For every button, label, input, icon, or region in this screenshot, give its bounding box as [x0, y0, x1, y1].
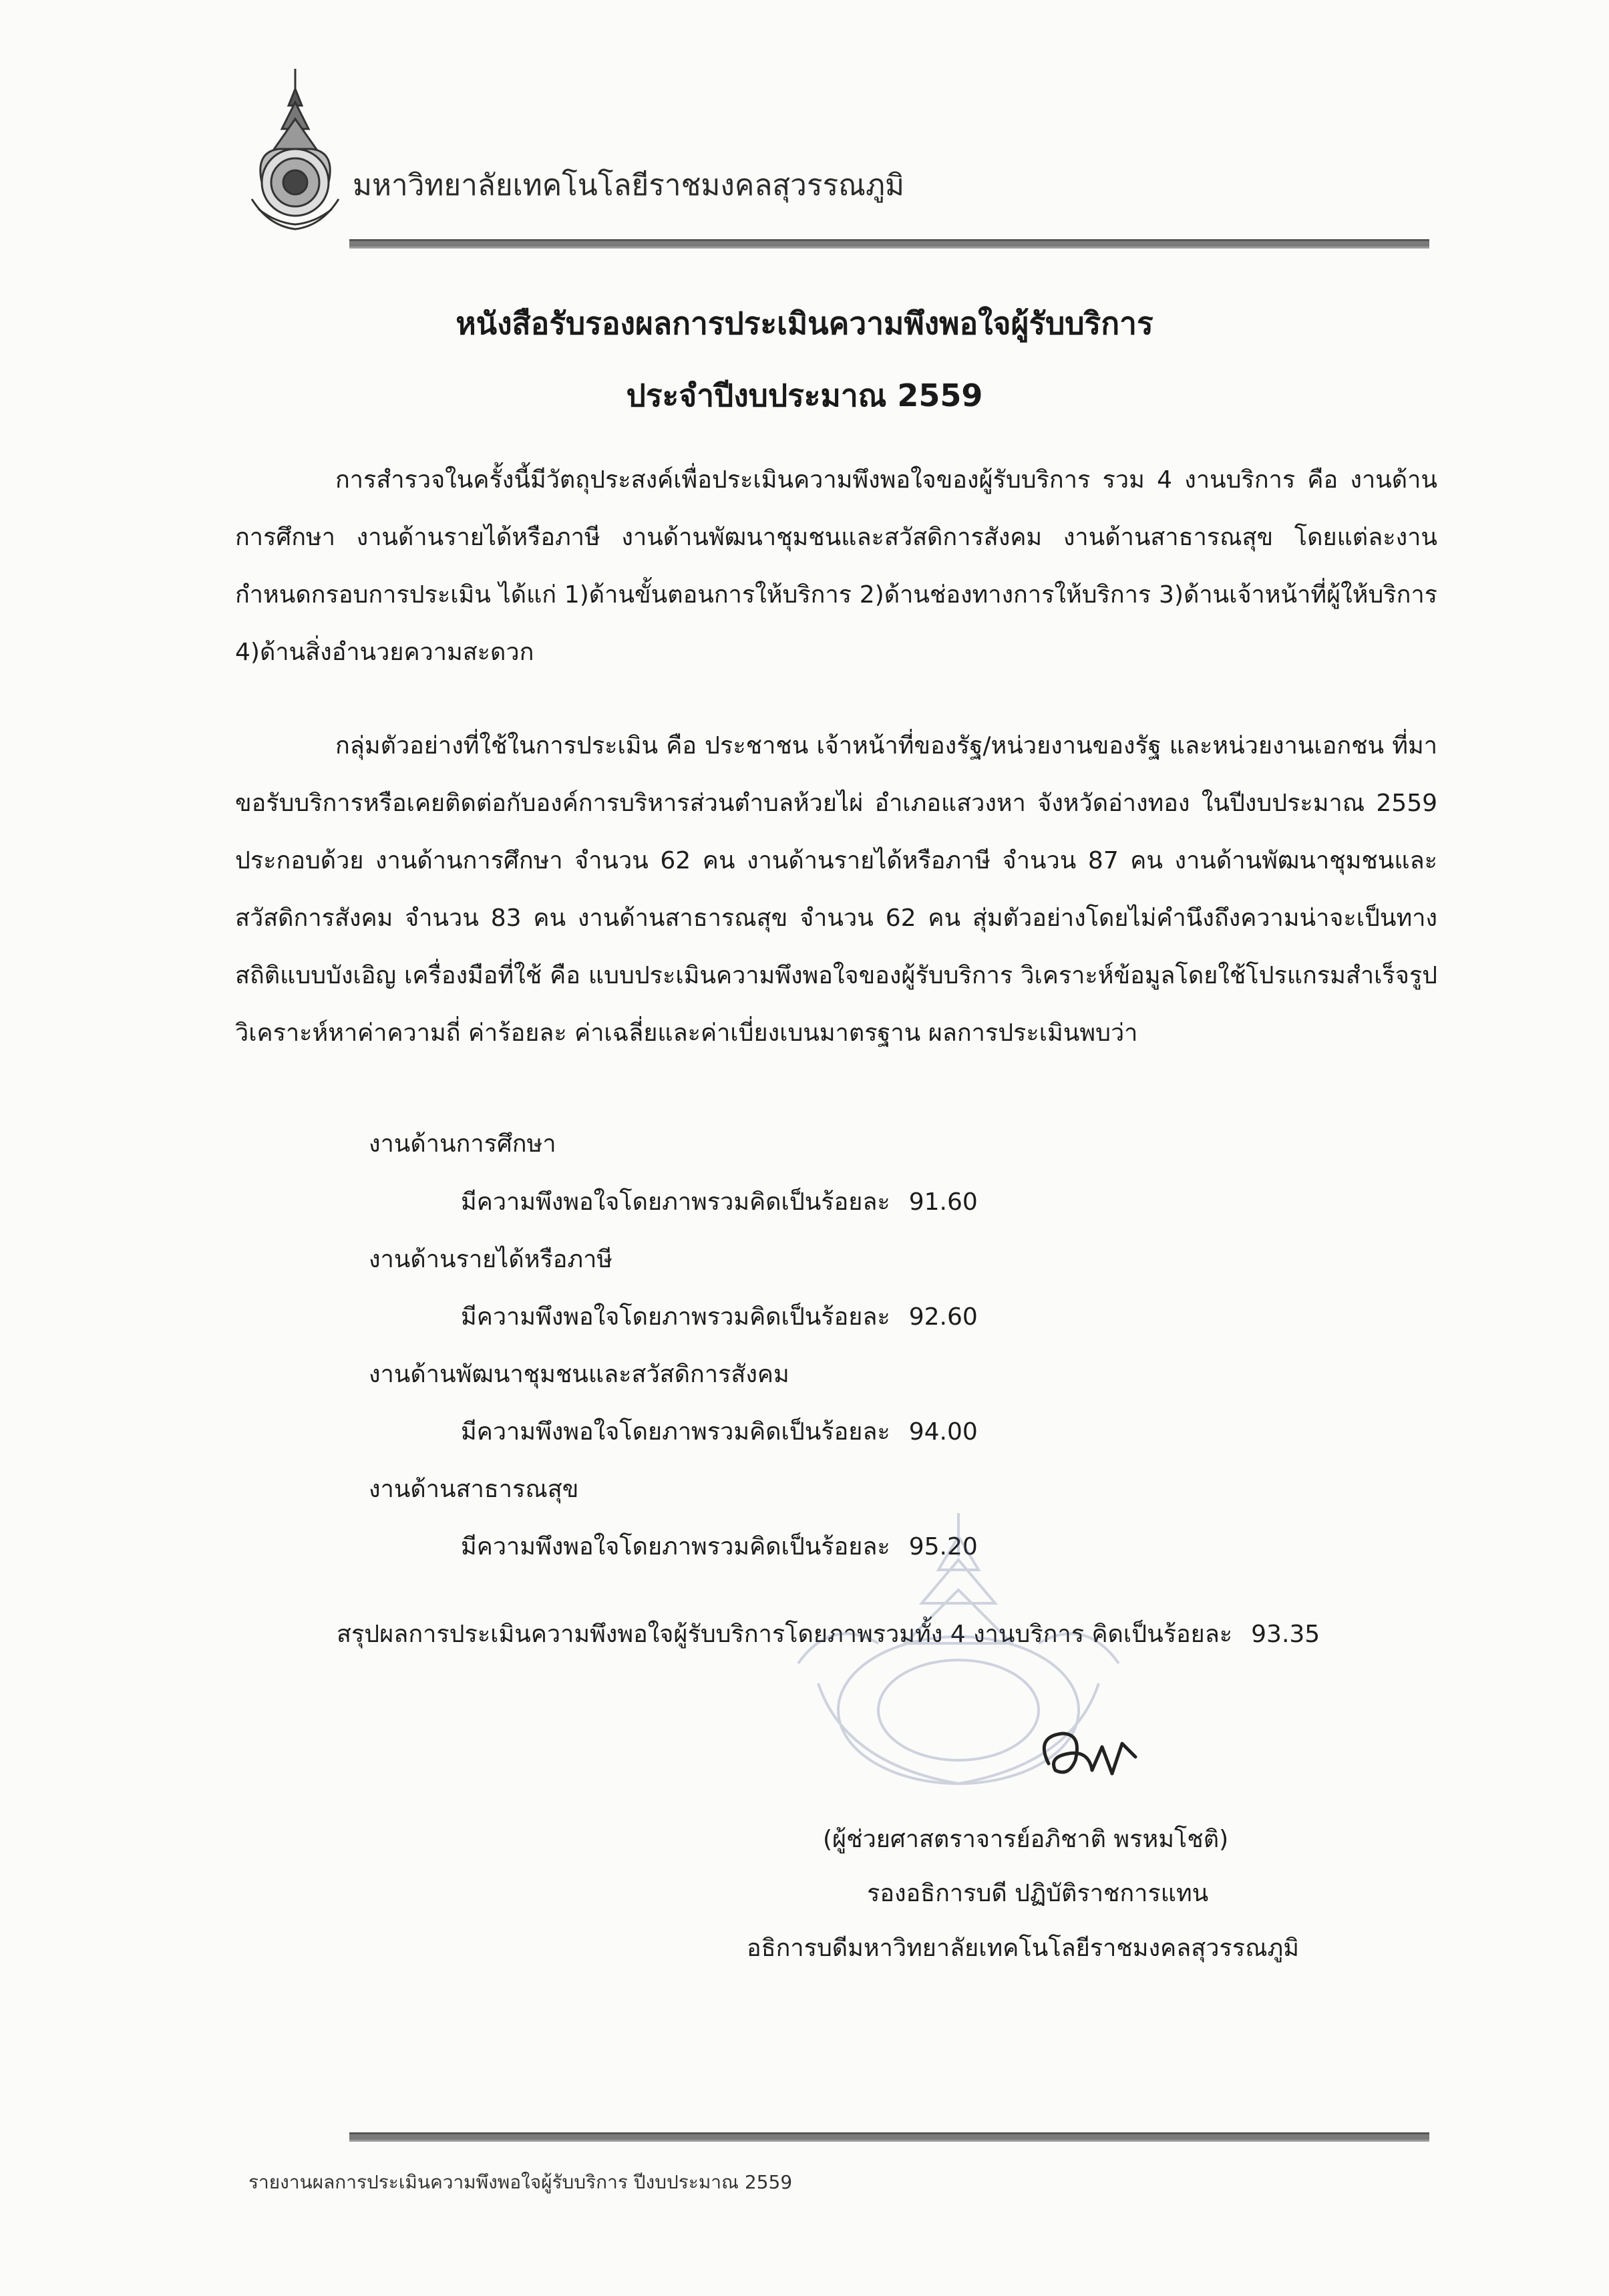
result-satisfaction	[461, 1297, 978, 1335]
satisfaction-label: มีความพึงพอใจโดยภาพรวมคิดเป็นร้อยละ	[461, 1188, 890, 1216]
university-crest-icon	[242, 65, 349, 232]
sample-paragraph	[235, 717, 1437, 1062]
footer-text: รายงานผลการประเมินความพึงพอใจผู้รับบริการ ปีงบประมาณ 2559	[248, 2171, 793, 2193]
document-title: หนังสือรับรองผลการประเมินความพึงพอใจผู้รับบริการ	[456, 305, 1153, 341]
result-service-name: งานด้านสาธารณสุข	[369, 1476, 579, 1503]
result-satisfaction	[461, 1182, 978, 1220]
objective-paragraph	[235, 452, 1437, 681]
satisfaction-label: มีความพึงพอใจโดยภาพรวมคิดเป็นร้อยละ	[461, 1533, 890, 1561]
document-subtitle: ประจำปีงบประมาณ 2559	[626, 377, 983, 414]
sample-text: กลุ่มตัวอย่างที่ใช้ในการประเมิน คือ ประชาชน เจ้าหน้าที่ของรัฐ/หน่วยงานของรัฐ และหน่วยงานเอกชน ที่มาขอรับบริการหรือเคยติดต่อกับองค์การบริหารส่วนตำบลห้วยไผ่ อำเภอแสวงหา จังหวัดอ่างทอง ในปีงบประมาณ 2559 ประกอบด้วย งานด้านการศึกษา จำนวน 62 คน งานด้านรายได้หรือภาษี จำนวน 87 คน งานด้านพัฒนาชุมชนและสวัสดิการสังคม จำนวน 83 คน งานด้านสาธารณสุข จำนวน 62 คน สุ่มตัวอย่างโดยไม่คำนึงถึงความน่าจะเป็นทางสถิติแบบบังเอิญ เครื่องมือที่ใช้ คือ แบบประเมินความพึงพอใจของผู้รับบริการ วิเคราะห์ข้อมูลโดยใช้โปรแกรมสำเร็จรูปวิเคราะห์หาค่าความถี่ ค่าร้อยละ ค่าเฉลี่ยและค่าเบี่ยงเบนมาตรฐาน ผลการประเมินพบว่า	[235, 732, 1437, 1047]
satisfaction-value: 92.60	[908, 1303, 978, 1331]
satisfaction-label: มีความพึงพอใจโดยภาพรวมคิดเป็นร้อยละ	[461, 1303, 890, 1331]
result-service-name: งานด้านพัฒนาชุมชนและสวัสดิการสังคม	[369, 1361, 789, 1388]
result-satisfaction	[461, 1412, 978, 1450]
satisfaction-value: 95.20	[908, 1533, 978, 1561]
summary-value: 93.35	[1251, 1621, 1320, 1648]
signatory-name: (ผู้ช่วยศาสตราจารย์อภิชาติ พรหมโชติ)	[823, 1826, 1229, 1853]
header-rule	[349, 239, 1429, 249]
footer-rule	[349, 2132, 1429, 2142]
satisfaction-label: มีความพึงพอใจโดยภาพรวมคิดเป็นร้อยละ	[461, 1418, 890, 1446]
objective-text: การสำรวจในครั้งนี้มีวัตถุประสงค์เพื่อประเมินความพึงพอใจของผู้รับบริการ รวม 4 งานบริการ คือ งานด้านการศึกษา งานด้านรายได้หรือภาษี งานด้านพัฒนาชุมชนและสวัสดิการสังคม งานด้านสาธารณสุข โดยแต่ละงานกำหนดกรอบการประเมิน ได้แก่ 1)ด้านขั้นตอนการให้บริการ 2)ด้านช่องทางการให้บริการ 3)ด้านเจ้าหน้าที่ผู้ให้บริการ 4)ด้านสิ่งอำนวยความสะดวก	[235, 466, 1437, 666]
satisfaction-value: 91.60	[908, 1188, 978, 1216]
university-name: มหาวิทยาลัยเทคโนโลยีราชมงคลสุวรรณภูมิ	[353, 168, 904, 202]
summary-text: สรุปผลการประเมินความพึงพอใจผู้รับบริการโดยภาพรวมทั้ง 4 งานบริการ คิดเป็นร้อยละ	[337, 1621, 1233, 1648]
satisfaction-value: 94.00	[908, 1418, 978, 1446]
handwritten-signature-icon	[1029, 1710, 1162, 1797]
signatory-position: อธิการบดีมหาวิทยาลัยเทคโนโลยีราชมงคลสุวรรณภูมิ	[747, 1935, 1299, 1962]
result-service-name: งานด้านการศึกษา	[369, 1130, 556, 1158]
signatory-position: รองอธิการบดี ปฏิบัติราชการแทน	[867, 1880, 1209, 1907]
result-service-name: งานด้านรายได้หรือภาษี	[369, 1246, 613, 1273]
